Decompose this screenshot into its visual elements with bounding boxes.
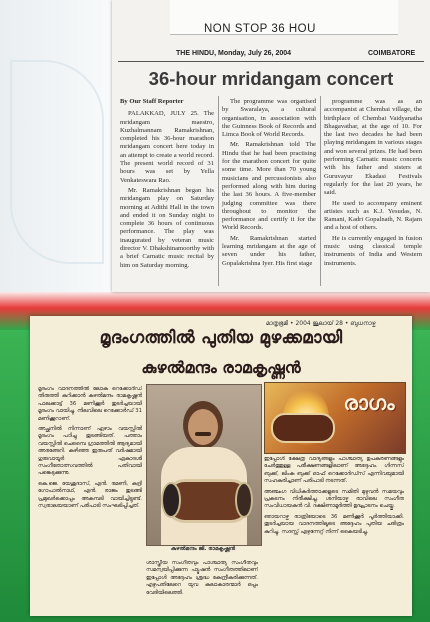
inset-title: രാഗം: [343, 391, 395, 415]
paragraph: PALAKKAD, JULY 25. The mridangam maestro, Kuzhalmannam Ramakrishnan, completed his 36-hour marathon mridangam concert here today in an attempt to create a world record. The present world record of 31 hours was set by Yella Venkateswara Rao.: [120, 110, 214, 184]
paragraph: He is currently engaged in fusion music using classical temple instruments of India and Western instruments.: [324, 234, 422, 267]
ragam-inset-image: [264, 382, 406, 454]
photo-moustache: [195, 432, 211, 436]
paragraph: Mr. Ramakrishnan started learning mridangam at the age of seven under his father, Gopalakrishna Iyer. His first stage: [222, 234, 316, 267]
malayalam-column-1: [38, 386, 142, 610]
paragraph: ശാസ്ത്രീയ സംഗീതവും പാശ്ചാത്യ സംഗീതവും സമന്വയിപ്പിക്കുന്ന ഫ്യൂഷൻ സംഗീതത്തിലാണ് ഇപ്പോൾ അദ്ദേഹം ശ്രദ്ധ കേന്ദ്രീകരിക്കുന്നത്. എഴുപതിലേറെ യുവ കലാകാരന്മാർ ഒപ്പം വേദിയിലെത്തി.: [146, 560, 258, 596]
paragraph: ഞായറാഴ്ച രാത്രിയോടെ 36 മണിക്കൂർ പൂർത്തിയാക്കി. തുടർച്ചയായ വാദനത്തിലൂടെ അദ്ദേഹം പുതിയ ചരിത്രം കുറിച്ചു. സദസ്സ് എഴുന്നേറ്റ് നിന്ന് കൈയടിച്ചു.: [264, 513, 404, 535]
article-headline: 36-hour mridangam concert: [148, 68, 394, 89]
mridangam-left-head: [161, 482, 181, 518]
paragraph: The programme was organised by Swaralaya, a cultural organisation, in association with the Guinness Book of Records and Limca Book of World Records.: [222, 98, 316, 139]
left-decorative-strip: [0, 0, 112, 292]
musician-photo: [146, 384, 262, 546]
paragraph: ഇപ്പോൾ ക്ഷേത്ര വാദ്യങ്ങളും പാശ്ചാത്യ ഉപകരണങ്ങളും ചേർത്തുള്ള പരീക്ഷണങ്ങളിലാണ് അദ്ദേഹം. ഗിന്നസ് ബുക്ക്, ലിംക ബുക്ക് ഓഫ് റെക്കോർഡ്സ് എന്നിവയുമായി സഹകരിച്ചാണ് പരിപാടി നടന്നത്.: [264, 456, 404, 485]
paragraph: മൃദംഗം വാദനത്തിൽ ലോക റെക്കോർഡ് തിരുത്തി കുറിക്കാൻ കുഴൽമന്ദം രാമകൃഷ്ണൻ പാലക്കാട്ട് 36 മണിക്കൂർ തുടർച്ചയായി മൃദംഗം വായിച്ചു. നിലവിലെ റെക്കോർഡ് 31 മണിക്കൂറാണ്.: [38, 386, 142, 422]
byline: By Our Staff Reporter: [120, 98, 184, 105]
strap-banner: [170, 0, 398, 35]
column-divider: [320, 96, 321, 286]
publication-dateline: THE HINDU, Monday, July 26, 2004: [176, 50, 292, 57]
malayalam-headline-line2: കുഴൽമന്ദം രാമകൃഷ്ണൻ: [141, 358, 301, 377]
dateline-rule: [118, 61, 424, 62]
article-column-2: [222, 98, 316, 270]
paragraph: He used to accompany eminent artistes such as K.J. Yesudas, N. Ramani, Kadri Gopalnath, N. Rajam and a host of others.: [324, 199, 422, 232]
malayalam-newspaper-clipping: [30, 316, 412, 616]
paragraph: അഞ്ചംഗ വിധികർത്താക്കളുടെ സമിതി മുഴുവൻ സമയവും പ്രകടനം നിരീക്ഷിച്ചു. ശനിയാഴ്ച രാവിലെ സംഗീത സംവിധായകൻ വി. ദക്ഷിണാമൂർത്തി ഉദ്ഘാടനം ചെയ്തു.: [264, 488, 404, 510]
malayalam-headline-line1: മൃദംഗത്തിൽ പുതിയ മുഴക്കമായി: [99, 328, 343, 348]
wave-decoration: [10, 60, 104, 264]
paragraph: Mr. Ramakrishnan told The Hindu that he had been practising for the marathon concert for quite some time. More than 70 young musicians and percussionists also performed along with him during the last 36 hours. A five-member judging committee was there throughout to monitor the performance and certify it for the World Records.: [222, 141, 316, 232]
mridangam-right-head: [235, 482, 253, 518]
strap-title: NON STOP 36 HOU: [204, 23, 316, 35]
paragraph: programme was as an accompanist at Chembai village, the birthplace of Chembai Vaidyanatha Bhagavathar, at the age of 10. For the last two decades he had been playing mridangam in various stages and won several prizes. He had been performing Carnatic music concerts with his father and sisters at Guruvayur Ekadasi Festivals regularly for the last 20 years, he said.: [324, 98, 422, 197]
paragraph: Mr. Ramakrishnan began his mridangam play on Saturday morning at Adithi Hall in the town and ended it on Sunday night to complete 36 hours of continuous performance. The play was inaugurated by veteran music director V. Dhakshinamoorthy with a brief Carnatic music recital by him on Saturday morning.: [120, 186, 214, 269]
paragraph: അച്ഛനിൽ നിന്നാണ് ഏഴാം വയസ്സിൽ മൃദംഗം പഠിച്ചു തുടങ്ങിയത്. പത്താം വയസ്സിൽ ചെമ്പൈ ഗ്രാമത്തിൽ ആദ്യമായി അരങ്ങേറി. കഴിഞ്ഞ ഇരുപത് വർഷമായി ഗുരുവായൂർ ഏകാദശി സംഗീതോത്സവത്തിൽ പതിവായി പങ്കെടുക്കുന്നു.: [38, 426, 142, 477]
malayalam-dateline: മാതൃഭൂമി • 2004 ജൂലായ് 28 • ബുധനാഴ്ച: [266, 320, 376, 327]
malayalam-column-2: [146, 560, 258, 612]
article-column-1: [120, 98, 214, 272]
inset-drum: [271, 413, 335, 443]
photo-caption: കുഴൽമന്ദം ജി. രാമകൃഷ്ണൻ: [170, 546, 236, 552]
malayalam-column-3: [264, 456, 404, 610]
column-divider: [218, 96, 219, 286]
paragraph: കെ.ജെ. യേശുദാസ്, എൻ. രമണി, കദ്രി ഗോപാൽനാഥ്, എൻ. രാജം തുടങ്ങി പ്രമുഖർക്കൊപ്പം അകമ്പടി വായിച്ചിട്ടുണ്ട്. സ്വരാലയയാണ് പരിപാടി സംഘടിപ്പിച്ചത്.: [38, 480, 142, 510]
english-newspaper-clipping: [112, 0, 430, 292]
photo-face: [188, 409, 218, 445]
article-column-3: [324, 98, 422, 270]
edition-city: COIMBATORE: [368, 50, 416, 57]
